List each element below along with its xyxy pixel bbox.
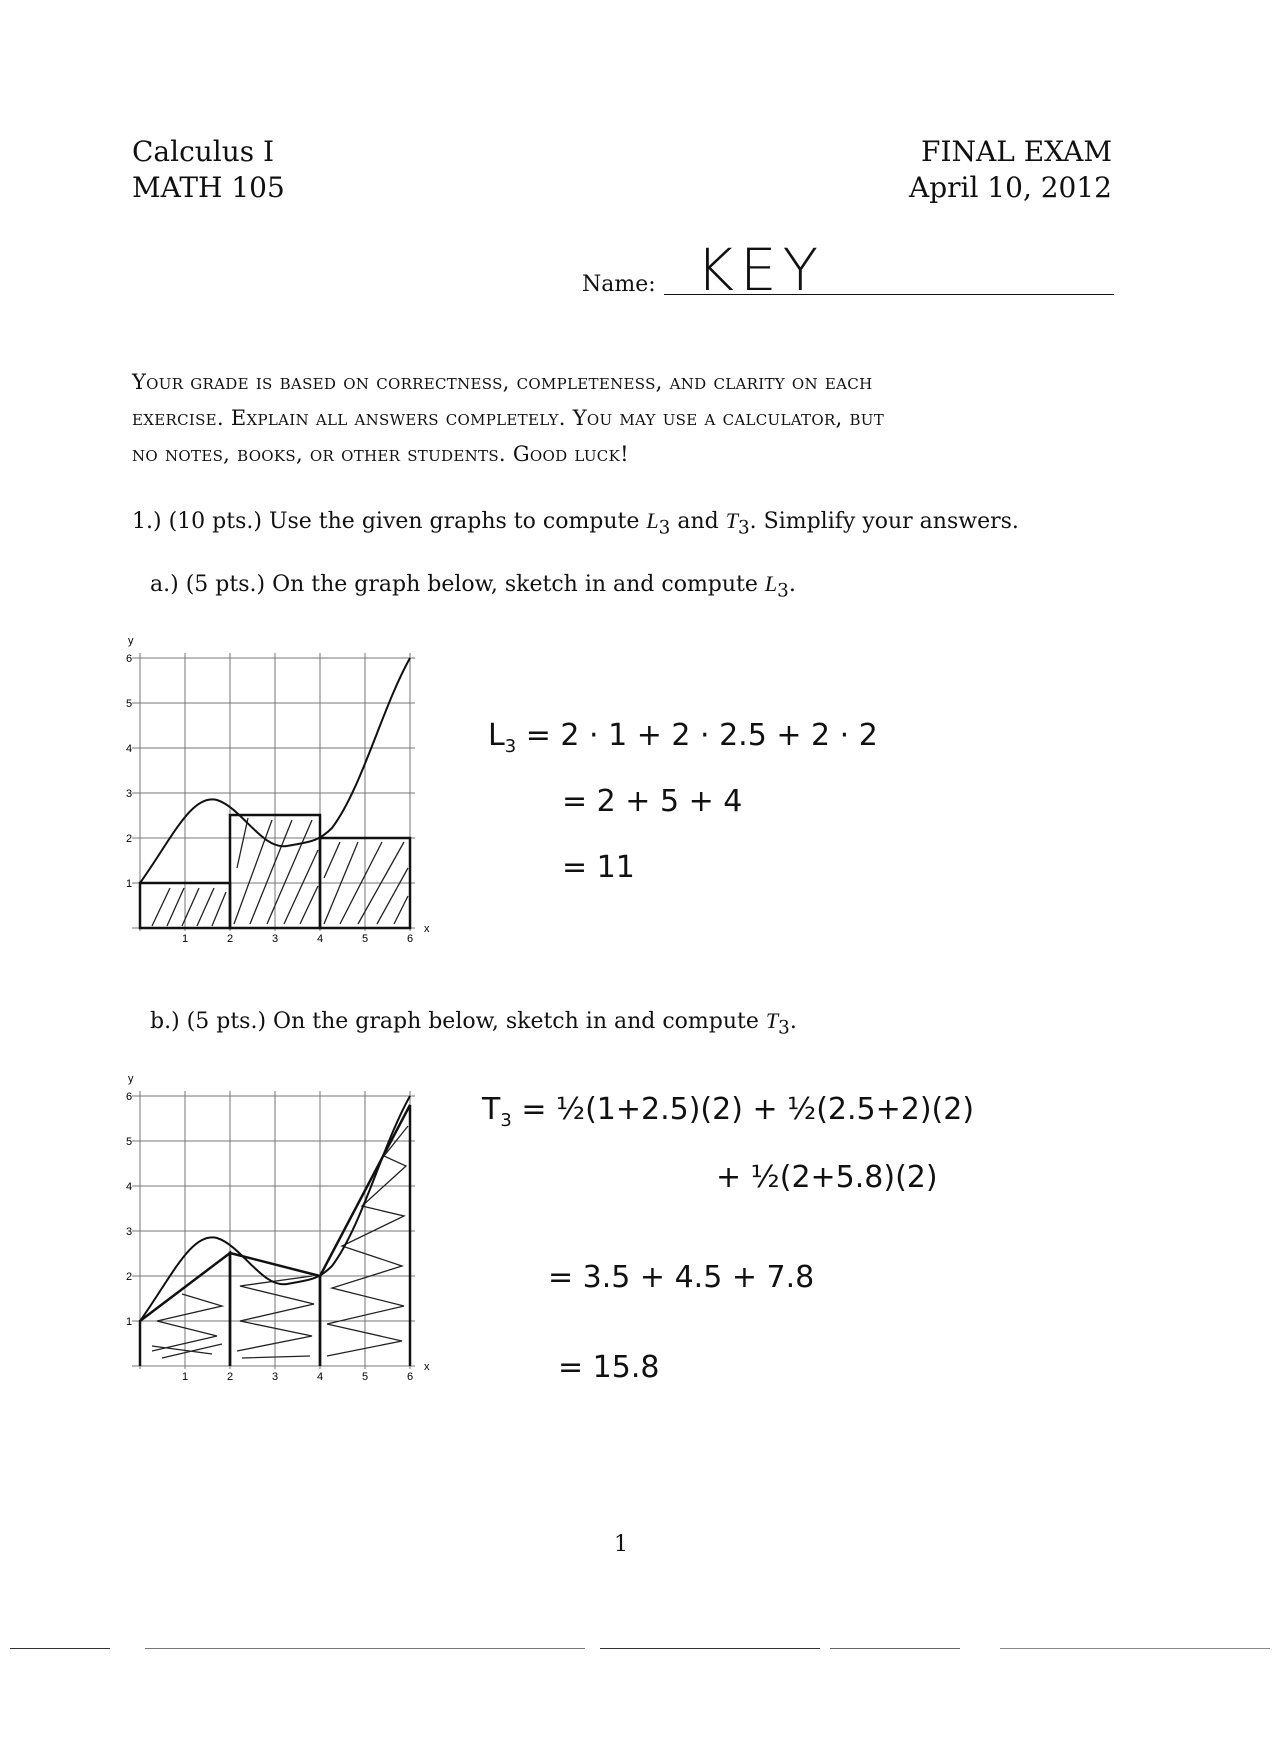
graph-a-x-axis-label: x (424, 923, 430, 935)
scan-line-4 (830, 1648, 960, 1649)
graph-a-y-tick-5: 5 (126, 698, 133, 710)
scan-line-5 (1000, 1648, 1270, 1649)
graph-b-y-tick-4: 4 (126, 1181, 133, 1193)
name-value: KEY (696, 236, 825, 304)
scan-line-3 (600, 1648, 820, 1649)
graph-b (122, 1066, 432, 1386)
answer-a-sub: 3 (504, 736, 517, 757)
graph-a-x-tick-1: 1 (181, 933, 189, 945)
graph-a-y-axis-label: y (128, 635, 134, 647)
graph-b-scribbles (152, 1126, 408, 1358)
question-number: 1.) (132, 509, 162, 534)
graph-b-x-tick-2: 2 (226, 1371, 234, 1383)
graph-b-x-tick-3: 3 (271, 1371, 279, 1383)
answer-b-sub: 3 (500, 1110, 512, 1131)
part-b-text: On the graph below, sketch in and compute (273, 1009, 759, 1034)
graph-b-x-tick-6: 6 (406, 1371, 414, 1383)
question-text-end: . Simplify your answers. (749, 509, 1019, 534)
answer-a-line-3: = 11 (562, 850, 635, 885)
answer-b-line-3: = 3.5 + 4.5 + 7.8 (548, 1260, 815, 1295)
instructions-line-1: Your grade is based on correctness, completeness, and clarity on each (132, 370, 873, 394)
graph-a-y-tick-2: 2 (126, 833, 133, 845)
graph-b-y-tick-6: 6 (126, 1091, 133, 1103)
part-a-sub: 3 (777, 580, 789, 602)
hatch-1 (152, 888, 226, 926)
part-b-sub: 3 (778, 1017, 790, 1039)
course-code: MATH 105 (132, 171, 285, 204)
graph-a-x-tick-2: 2 (226, 933, 234, 945)
name-label: Name: (582, 272, 656, 297)
question-and: and (677, 509, 719, 534)
answer-a-rhs: = 2 · 1 + 2 · 2.5 + 2 · 2 (525, 718, 878, 753)
page-number: 1 (614, 1532, 628, 1557)
part-b-prompt (150, 1008, 797, 1038)
graph-a (122, 628, 432, 948)
question-text: Use the given graphs to compute (268, 509, 640, 534)
graph-a-y-tick-4: 4 (126, 743, 133, 755)
graph-b-x-tick-1: 1 (181, 1371, 189, 1383)
question-points: (10 pts.) (168, 509, 262, 534)
graph-b-y-tick-2: 2 (126, 1271, 133, 1283)
course-title: Calculus I (132, 135, 275, 168)
sub-t: 3 (737, 517, 750, 539)
instructions-line-3: no notes, books, or other students. Good luck! (132, 442, 629, 466)
graph-b-y-tick-1: 1 (126, 1316, 133, 1328)
graph-a-grid (132, 653, 415, 931)
var-l: L (646, 508, 659, 533)
graph-a-y-tick-3: 3 (126, 788, 133, 800)
part-a-var: L (764, 571, 778, 596)
graph-a-hatching (152, 818, 408, 926)
answer-a-line-1 (488, 718, 878, 757)
exam-date: April 10, 2012 (908, 171, 1112, 204)
graph-b-y-tick-3: 3 (126, 1226, 133, 1238)
part-a-points: (5 pts.) (185, 572, 266, 597)
graph-a-x-tick-4: 4 (316, 933, 324, 945)
instructions (132, 364, 1117, 472)
graph-a-x-tick-5: 5 (361, 933, 369, 945)
sub-l: 3 (658, 517, 671, 539)
part-b-var: T (765, 1008, 779, 1033)
answer-a-lhs: L (488, 718, 505, 753)
part-b-label: b.) (150, 1009, 180, 1034)
part-a-label: a.) (150, 572, 179, 597)
graph-b-y-axis-label: y (128, 1073, 134, 1085)
part-a-period: . (788, 572, 796, 597)
exam-title: FINAL EXAM (921, 135, 1112, 168)
part-a-text: On the graph below, sketch in and compute (272, 572, 758, 597)
graph-a-x-tick-6: 6 (406, 933, 414, 945)
answer-b-lhs: T (482, 1092, 501, 1127)
question-1 (132, 508, 1019, 538)
scan-line-2 (145, 1648, 585, 1649)
var-t: T (725, 508, 738, 533)
part-b-period: . (789, 1009, 797, 1034)
answer-b-rhs: = ½(1+2.5)(2) + ½(2.5+2)(2) (521, 1092, 975, 1127)
part-b-points: (5 pts.) (186, 1009, 267, 1034)
graph-b-x-tick-4: 4 (316, 1371, 324, 1383)
hatch-2 (234, 818, 318, 924)
scan-line-1 (10, 1648, 110, 1649)
graph-b-x-axis-label: x (424, 1361, 430, 1373)
graph-a-x-tick-3: 3 (271, 933, 279, 945)
answer-b-line-2: + ½(2+5.8)(2) (716, 1160, 938, 1195)
answer-b-line-1 (482, 1092, 974, 1131)
graph-b-x-tick-5: 5 (361, 1371, 369, 1383)
instructions-line-2: exercise. Explain all answers completely. You may use a calculator, but (132, 406, 885, 430)
answer-b-line-4: = 15.8 (558, 1350, 660, 1385)
graph-b-y-tick-5: 5 (126, 1136, 133, 1148)
graph-a-y-tick-6: 6 (126, 653, 133, 665)
graph-b-grid (132, 1091, 415, 1369)
answer-a-line-2: = 2 + 5 + 4 (562, 784, 743, 819)
graph-a-y-tick-1: 1 (126, 878, 133, 890)
part-a-prompt (150, 571, 796, 601)
